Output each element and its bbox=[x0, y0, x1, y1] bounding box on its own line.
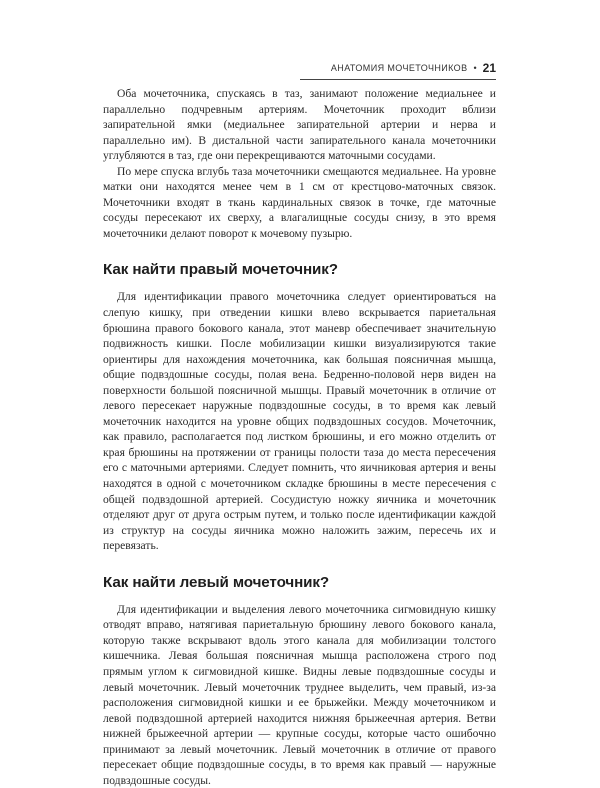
running-head-title: АНАТОМИЯ МОЧЕТОЧНИКОВ bbox=[330, 63, 468, 73]
running-head bbox=[300, 60, 496, 76]
section-heading-right-ureter: Как найти правый мочеточник? bbox=[103, 261, 338, 279]
header-rule bbox=[300, 79, 496, 80]
running-head-bullet: • bbox=[473, 63, 477, 73]
page-number: 21 bbox=[482, 61, 496, 75]
page-content bbox=[103, 86, 496, 788]
right-ureter-paragraph: Для идентификации правого мочеточника следует ориентироваться на слепую кишку, при отведении кишки влево вскрывается париетальная брюшина правого бокового канала, этот маневр обеспечивает значительную подвижность кишки. После мобилизации кишки визуализируются такие ориентиры для нахождения мочеточника, как большая поясничная мышца, общие подвздошные сосуды, полая вена. Бедренно-половой нерв виден на поверхности большой поясничной мышцы. Правый мочеточник в отличие от левого пересекает наружные подвздошные сосуды, в то время как левый мочеточник находится на уровне общих подвздошных сосудов. Мочеточник, как правило, располагается под листком брюшины, и его можно отделить от края брюшины на протяжении от границы полости таза до места пересечения его с маточными артериями. Следует помнить, что яичниковая артерия и вены находятся в одной с мочеточником складке брюшины в месте пересечения с общей подвздошной артерией. Сосудистую ножку яичника и мочеточник отделяют друг от друга острым путем, и только после идентификации каждой из структур на сосуды яичника можно наложить зажим, пересечь их и перевязать. bbox=[103, 290, 496, 553]
intro-paragraph-2: По мере спуска вглубь таза мочеточники смещаются медиальнее. На уровне матки они находятся менее чем в 1 см от крестцово-маточных связок. Мочеточники входят в ткань кардинальных связок в точке, где маточные сосуды пересекают их сверху, а влагалищные сосуды снизу, в это время мочеточники делают поворот к мочевому пузырю. bbox=[103, 164, 496, 240]
left-ureter-paragraph: Для идентификации и выделения левого мочеточника сигмовидную кишку отводят вправо, натягивая париетальную брюшину левого бокового канала, которую также вскрывают вдоль этого канала для мобилизации толстого кишечника. Левая большая поясничная мышца расположена строго под прямым углом к сигмовидной кишке. Видны левые подвздошные сосуды и левый мочеточник. Левый мочеточник труднее выделить, чем правый, из-за расположения сигмовидной кишки и ее брыжейки. Между мочеточником и левой подвздошной артерией находится нижняя брыжеечная артерия. Ветви нижней брыжеечной артерии — крупные сосуды, которые часто ошибочно принимают за левый мочеточник. Левый мочеточник в отличие от правого пересекает общие подвздошные сосуды, в то время как правый — наружные подвздошные сосуды. bbox=[103, 602, 496, 787]
section-heading-left-ureter: Как найти левый мочеточник? bbox=[103, 573, 330, 591]
intro-paragraph-1: Оба мочеточника, спускаясь в таз, занимают положение медиальнее и параллельно подчревным артериям. Мочеточник проходит вблизи запирательной ямки (медиальнее запирательной артерии и нерва и параллельно им). В дистальной части запирательного канала мочеточники углубляются в таз, где они перекрещиваются маточными сосудами. bbox=[103, 87, 496, 163]
